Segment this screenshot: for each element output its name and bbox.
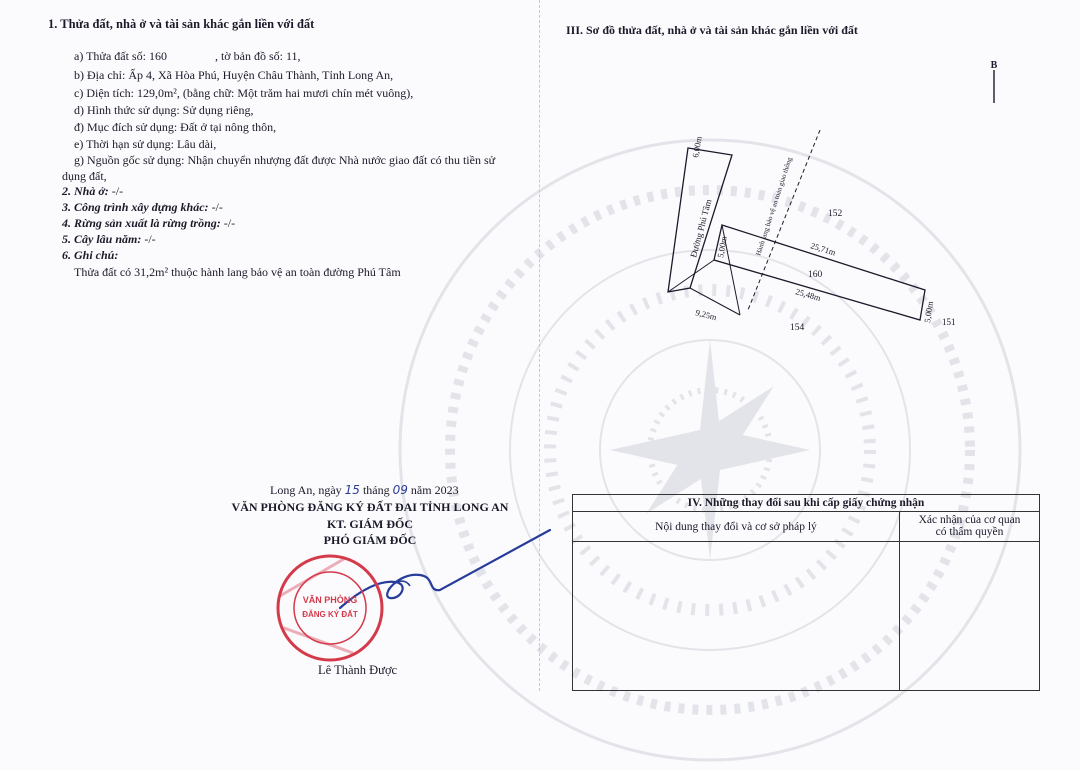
changes-col-content: Nội dung thay đổi và cơ sở pháp lý (573, 512, 900, 542)
parcel-151: 151 (942, 317, 956, 327)
usage-purpose-line: đ) Mục đích sử dụng: Đất ở tại nông thôn, (74, 120, 277, 134)
dim-east-edge: 5,00m (922, 300, 935, 324)
dim-left-inner: 5,00m (715, 235, 729, 259)
left-page (0, 0, 540, 691)
section-heading: 1. Thửa đất, nhà ở và tài sản khác gắn liền với đất (48, 17, 315, 31)
changes-table-title: IV. Những thay đổi sau khi cấp giấy chứng nhận (573, 495, 1040, 512)
origin-line-cont: dụng đất, (62, 169, 107, 183)
sign-month: 09 (392, 483, 408, 497)
usage-form-line: d) Hình thức sử dụng: Sử dụng riêng, (74, 103, 254, 117)
item-other-works: 3. Công trình xây dựng khác: -/- (62, 200, 223, 214)
address-line: b) Địa chỉ: Ấp 4, Xã Hòa Phú, Huyện Châu Thành, Tỉnh Long An, (74, 68, 394, 82)
note-text: Thửa đất có 31,2m² thuộc hành lang bảo vệ an toàn đường Phú Tâm (74, 265, 401, 279)
dim-north-edge: 25,71m (809, 240, 837, 258)
dim-bottom-road: 9,25m (694, 307, 718, 323)
parcel-154: 154 (790, 323, 805, 333)
usage-term-line: e) Thời hạn sử dụng: Lâu dài, (74, 137, 217, 151)
corridor-line (748, 130, 820, 310)
road-name: Đường Phú Tâm (688, 197, 714, 259)
item-house: 2. Nhà ở: -/- (62, 184, 124, 198)
seal-line-2: ĐĂNG KÝ ĐẤT (302, 610, 358, 619)
parcel-diagram (640, 110, 980, 350)
changes-col-confirm: Xác nhận của cơ quan có thẩm quyền (900, 512, 1040, 542)
sign-date: Long An, ngày 15 tháng 09 năm 2023 (270, 483, 459, 497)
diagram-heading: III. Sơ đồ thửa đất, nhà ở và tài sản khác gắn liền với đất (566, 23, 858, 37)
parcel-160: 160 (808, 270, 823, 280)
plot-number-line: a) Thửa đất số: 160 , tờ bản đồ số: 11, (74, 49, 301, 63)
origin-line: g) Nguồn gốc sử dụng: Nhận chuyển nhượng đất được Nhà nước giao đất có thu tiền sử (74, 153, 496, 167)
signer-name: Lê Thành Được (318, 663, 398, 677)
parcel-152: 152 (828, 209, 843, 219)
kt-director: KT. GIÁM ĐỐC (326, 517, 414, 531)
changes-empty-content (573, 542, 900, 691)
dim-south-edge: 25,48m (794, 286, 822, 304)
dim-top-road: 6,00m (690, 135, 704, 159)
north-arrow-icon (985, 58, 1003, 104)
changes-empty-confirm (900, 542, 1040, 691)
seal-line-1: VĂN PHÒNG (302, 595, 358, 605)
item-forest: 4. Rừng sản xuất là rừng trồng: -/- (62, 216, 236, 230)
official-seal (275, 553, 385, 663)
issuing-office: VĂN PHÒNG ĐĂNG KÝ ĐẤT ĐAI TỈNH LONG AN (231, 500, 509, 514)
changes-table (572, 494, 1040, 691)
corridor-label: Hành lang bảo vệ an toàn giao thông (754, 156, 794, 257)
plot-number: 160 (148, 49, 167, 63)
area-line: c) Diện tích: 129,0m², (bằng chữ: Một trăm hai mươi chín mét vuông), (74, 86, 414, 100)
deputy-director: PHÓ GIÁM ĐỐC (323, 533, 417, 547)
svg-text:B: B (990, 60, 998, 71)
sign-day: 15 (344, 483, 360, 497)
item-notes: 6. Ghi chú: (62, 248, 119, 262)
item-perennial: 5. Cây lâu năm: -/- (62, 232, 156, 246)
